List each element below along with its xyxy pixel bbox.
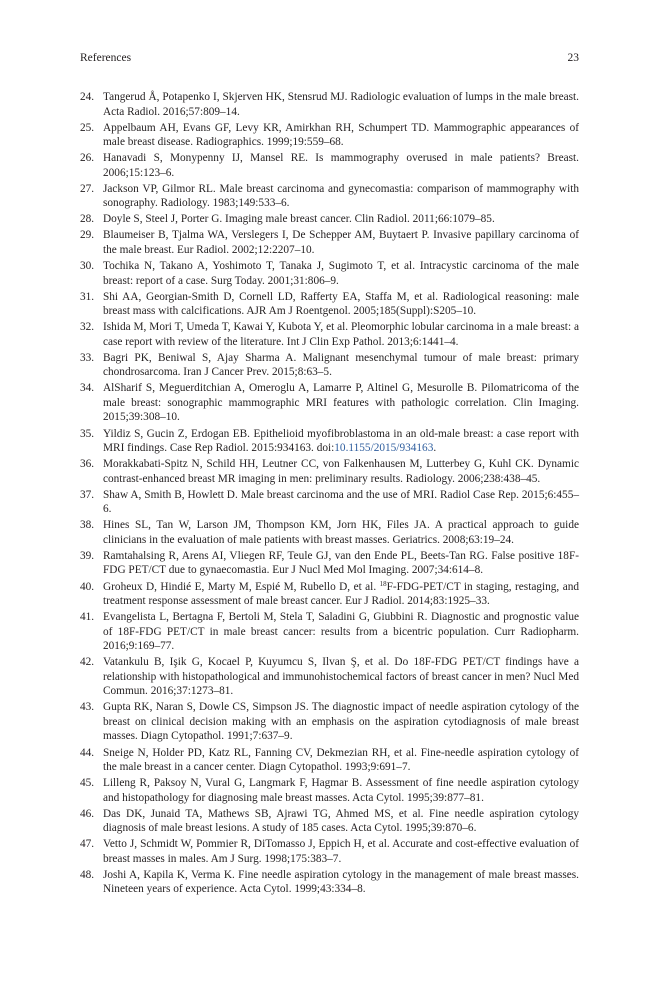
reference-number: 34. [80,382,95,395]
running-header [80,52,579,68]
reference-text-tail: . [433,442,437,455]
reference-item [80,549,579,578]
reference-number: 26. [80,152,95,165]
reference-text: Shaw A, Smith B, Howlett D. Male breast carcinoma and the use of MRI. Radiol Case Rep. 2015;6:455–6. [103,488,579,516]
reference-number: 42. [80,656,95,669]
section-title: References [80,52,132,64]
reference-item [80,151,579,180]
reference-number: 32. [80,321,95,334]
reference-item [80,290,579,319]
reference-text: Sneige N, Holder PD, Katz RL, Fanning CV, Dekmezian RH, et al. Fine-needle aspiration cytology of the male breast in a cancer center. Diagn Cytopathol. 1993;9:691–7. [103,746,579,774]
reference-text: Groheux D, Hindié E, Marty M, Espié M, Rubello D, et al. [103,580,380,593]
reference-number: 28. [80,213,95,226]
reference-item [80,427,579,456]
reference-text: Shi AA, Georgian-Smith D, Cornell LD, Rafferty EA, Staffa M, et al. Radiological reasoning: male breast mass with calcifications. AJR Am J Roentgenol. 2005;185(Suppl):S205–10. [103,290,579,318]
reference-number: 45. [80,777,95,790]
reference-text: Hines SL, Tan W, Larson JM, Thompson KM, Jorn HK, Files JA. A practical approach to guide clinicians in the evaluation of male patients with breast masses. Geriatrics. 2008;63:19–24. [103,519,579,546]
reference-text: Vetto J, Schmidt W, Pommier R, DiTomasso J, Eppich H, et al. Accurate and cost-effective evaluation of breast masses in males. Am J Surg. 1998;175:383–7. [103,838,579,865]
reference-item [80,351,579,380]
reference-text: Lilleng R, Paksoy N, Vural G, Langmark F, Hagmar B. Assessment of fine needle aspiration cytology and histopathology for diagnosing male breast masses. Acta Cytol. 1995;39:877–81. [103,777,579,804]
reference-text: Yildiz S, Gucin Z, Erdogan EB. Epithelioid myofibroblastoma in an old-male breast: a case report with MRI findings. Case Rep Radiol. 2015:934163. doi: [103,427,579,455]
reference-item [80,121,579,150]
reference-number: 24. [80,91,95,103]
reference-text: Ishida M, Mori T, Umeda T, Kawai Y, Kubota Y, et al. Pleomorphic lobular carcinoma in a male breast: a case report with review of the literature. Int J Clin Exp Pathol. 2013;6:1441–4. [103,321,579,348]
reference-item [80,381,579,425]
reference-text: Das DK, Junaid TA, Mathews SB, Ajrawi TG, Ahmed MS, et al. Fine needle aspiration cytology diagnosis of male breast lesions. A study of 185 cases. Acta Cytol. 1995;39:870–6. [103,807,579,835]
reference-list [80,90,579,898]
reference-number: 48. [80,868,95,881]
reference-text: Tochika N, Takano A, Yoshimoto T, Tanaka J, Sugimoto T, et al. Intracystic carcinoma of the male breast: report of a case. Surg Today. 2001;31:806–9. [103,260,579,287]
reference-text: Doyle S, Steel J, Porter G. Imaging male breast cancer. Clin Radiol. 2011;66:1079–85. [103,213,495,226]
reference-text: Vatankulu B, Işik G, Kocael P, Kuyumcu S, Ilvan Ş, et al. Do 18F-FDG PET/CT findings have a relationship with histopathological and immunohistochemical factors of breast cancer in men? Nucl Med Commun. 2016;37:1273–81. [103,656,579,698]
reference-text: Jackson VP, Gilmor RL. Male breast carcinoma and gynecomastia: comparison of mammography with sonography. Radiology. 1983;149:533–6. [103,182,579,210]
reference-text: Appelbaum AH, Evans GF, Levy KR, Amirkhan RH, Schumpert TD. Mammographic appearances of male breast disease. Radiographics. 1999;19:559–68. [103,121,579,149]
reference-text-rest: F-FDG-PET/CT in staging, restaging, and treatment response assessment of male breast cancer. Eur J Radiol. 2014;83:1925–33. [103,580,580,608]
page-number: 23 [567,52,579,64]
reference-text: Bagri PK, Beniwal S, Ajay Sharma A. Malignant mesenchymal tumour of male breast: primary chondrosarcoma. Iran J Cancer Prev. 2015;8:63–5. [103,351,579,379]
reference-number: 36. [80,458,95,471]
reference-text: Morakkabati-Spitz N, Schild HH, Leutner CC, von Falkenhausen M, Lutterbey G, Kuhl CK. Dynamic contrast-enhanced breast MR imaging in men: preliminary results. Radiology. 2006;238:438–45. [103,458,579,485]
reference-number: 25. [80,121,95,134]
reference-number: 31. [80,290,95,303]
reference-text: Tangerud Å, Potapenko I, Skjerven HK, Stensrud MJ. Radiologic evaluation of lumps in the male breast. Acta Radiol. 2016;57:809–14. [103,91,579,118]
reference-item [80,320,579,349]
reference-number: 27. [80,182,95,195]
reference-number: 46. [80,807,95,820]
reference-item [80,655,579,699]
reference-item [80,488,579,517]
reference-text: Joshi A, Kapila K, Verma K. Fine needle aspiration cytology in the management of male breast masses. Nineteen years of experience. Acta Cytol. 1999;43:334–8. [103,868,579,896]
reference-text: Blaumeiser B, Tjalma WA, Verslegers I, De Schepper AM, Buytaert P. Invasive papillary carcinoma of the male breast. Eur Radiol. 2002;12:2207–10. [103,229,579,256]
reference-number: 43. [80,701,95,714]
reference-item [80,610,579,654]
reference-text: Hanavadi S, Monypenny IJ, Mansel RE. Is mammography overused in male patients? Breast. 2006;15:123–6. [103,152,579,179]
reference-item [80,90,579,119]
reference-item [80,457,579,486]
reference-item [80,837,579,866]
reference-number: 38. [80,519,95,532]
isotope-superscript: 18 [379,579,387,588]
reference-item [80,518,579,547]
reference-number: 39. [80,549,95,562]
reference-item [80,807,579,836]
reference-number: 47. [80,838,95,851]
reference-number: 33. [80,351,95,364]
doi-link[interactable]: 10.1155/2015/934163 [334,442,434,455]
reference-text: AlSharif S, Meguerditchian A, Omeroglu A, Lamarre P, Altinel G, Mesurolle B. Pilomatricoma of the male breast: sonographic mammographic MRI features with pathologic correlation. Clin Imaging. 2015;39:308–10. [103,382,579,424]
reference-number: 37. [80,488,95,501]
reference-item [80,182,579,211]
reference-item [80,212,579,227]
reference-text: Ramtahalsing R, Arens AI, Vliegen RF, Teule GJ, van den Ende PL, Beets-Tan RG. False positive 18F-FDG PET/CT due to gynaecomastia. Eur J Nucl Med Mol Imaging. 2007;34:614–8. [103,549,579,577]
reference-number: 29. [80,229,95,242]
reference-item [80,700,579,744]
reference-item [80,259,579,288]
reference-text: Evangelista L, Bertagna F, Bertoli M, Stela T, Saladini G, Giubbini R. Diagnostic and prognostic value of 18F-FDG PET/CT in male breast cancer: results from a bicentric population. Curr Radiopharm. 2016;9:169–77. [103,611,579,653]
reference-number: 40. [80,580,95,593]
reference-item [80,776,579,805]
reference-item [80,868,579,897]
reference-number: 30. [80,260,95,273]
reference-item [80,746,579,775]
reference-item [80,580,579,609]
reference-text: Gupta RK, Naran S, Dowle CS, Simpson JS. The diagnostic impact of needle aspiration cytology of the breast on clinical decision making with an emphasis on the aspiration cytodiagnosis of male breast masses. Diagn Cytopathol. 1991;7:637–9. [103,701,579,743]
reference-number: 41. [80,611,95,624]
reference-number: 44. [80,746,95,759]
reference-item [80,228,579,257]
reference-number: 35. [80,427,95,440]
